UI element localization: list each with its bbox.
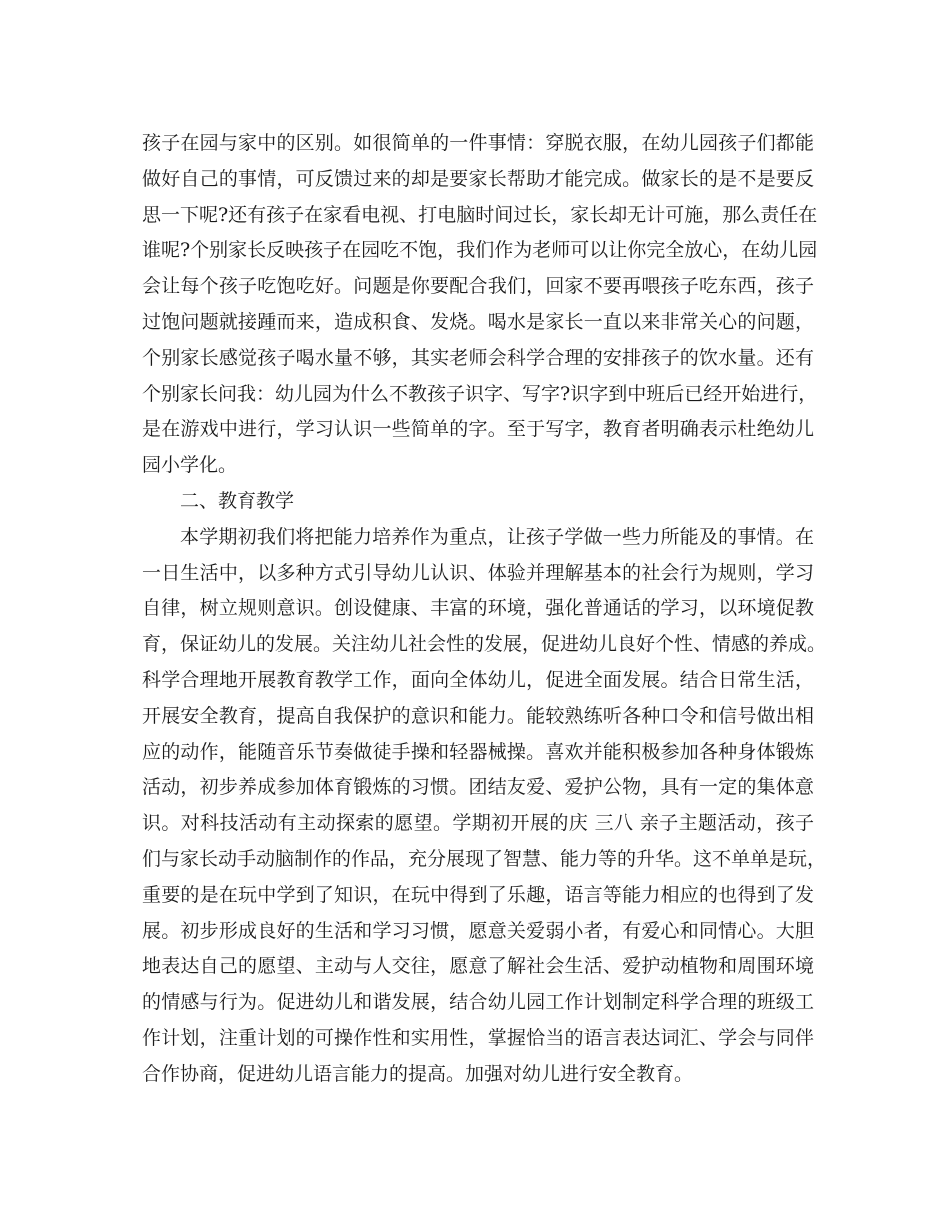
paragraph-line: 识。对科技活动有主动探索的愿望。学期初开展的庆 三八 亲子主题活动，孩子: [142, 812, 814, 835]
document-body: [142, 126, 827, 1093]
paragraph-line: 过饱问题就接踵而来，造成积食、发烧。喝水是家长一直以来非常关心的问题，: [142, 310, 814, 333]
paragraph-line: 开展安全教育，提高自我保护的意识和能力。能较熟练听各种口令和信号做出相: [142, 704, 814, 727]
paragraph-line: 会让每个孩子吃饱吃好。问题是你要配合我们，回家不要再喂孩子吃东西，孩子: [142, 275, 814, 298]
paragraph-line: 作计划，注重计划的可操作性和实用性，掌握恰当的语言表达词汇、学会与同伴: [142, 1026, 814, 1049]
paragraph-line: 本学期初我们将把能力培养作为重点，让孩子学做一些力所能及的事情。在: [180, 525, 814, 548]
paragraph-line: 是在游戏中进行，学习认识一些简单的字。至于写字，教育者明确表示杜绝幼儿: [142, 418, 814, 441]
paragraph-line: 应的动作，能随音乐节奏做徒手操和轻器械操。喜欢并能积极参加各种身体锻炼: [142, 740, 814, 763]
paragraph-line: 科学合理地开展教育教学工作，面向全体幼儿，促进全面发展。结合日常生活，: [142, 668, 814, 691]
paragraph-line: 做好自己的事情，可反馈过来的却是要家长帮助才能完成。做家长的是不是要反: [142, 167, 814, 190]
paragraph-line: 合作协商，促进幼儿语言能力的提高。加强对幼儿进行安全教育。: [142, 1062, 694, 1085]
paragraph-line: 活动，初步养成参加体育锻炼的习惯。团结友爱、爱护公物，具有一定的集体意: [142, 776, 814, 799]
paragraph-line: 谁呢?个别家长反映孩子在园吃不饱，我们作为老师可以让你完全放心，在幼儿园: [142, 239, 818, 262]
paragraph-line: 们与家长动手动脑制作的作品，充分展现了智慧、能力等的升华。这不单单是玩，: [142, 847, 827, 870]
paragraph-2: [142, 520, 827, 1093]
paragraph-line: 重要的是在玩中学到了知识，在玩中得到了乐趣，语言等能力相应的也得到了发: [142, 883, 814, 906]
paragraph-line: 个别家长问我：幼儿园为什么不教孩子识字、写字?识字到中班后已经开始进行，: [142, 382, 818, 405]
paragraph-line: 育，保证幼儿的发展。关注幼儿社会性的发展，促进幼儿良好个性、情感的养成。: [142, 633, 827, 656]
paragraph-line: 思一下呢?还有孩子在家看电视、打电脑时间过长，家长却无计可施，那么责任在: [142, 203, 818, 226]
paragraph-line: 孩子在园与家中的区别。如很简单的一件事情：穿脱衣服，在幼儿园孩子们都能: [142, 132, 814, 154]
paragraph-1: [142, 126, 818, 484]
paragraph-line: 地表达自己的愿望、主动与人交往，愿意了解社会生活、爱护动植物和周围环境: [142, 955, 814, 978]
paragraph-line: 一日生活中，以多种方式引导幼儿认识、体验并理解基本的社会行为规则，学习: [142, 561, 814, 584]
paragraph-line: 园小学化。: [142, 454, 238, 477]
section-heading: 二、教育教学: [180, 489, 295, 512]
paragraph-line: 展。初步形成良好的生活和学习习惯，愿意关爱弱小者，有爱心和同情心。大胆: [142, 919, 814, 942]
paragraph-line: 自律，树立规则意识。创设健康、丰富的环境，强化普通话的学习，以环境促教: [142, 597, 814, 620]
paragraph-line: 个别家长感觉孩子喝水量不够，其实老师会科学合理的安排孩子的饮水量。还有: [142, 346, 814, 369]
paragraph-line: 的情感与行为。促进幼儿和谐发展，结合幼儿园工作计划制定科学合理的班级工: [142, 991, 814, 1014]
